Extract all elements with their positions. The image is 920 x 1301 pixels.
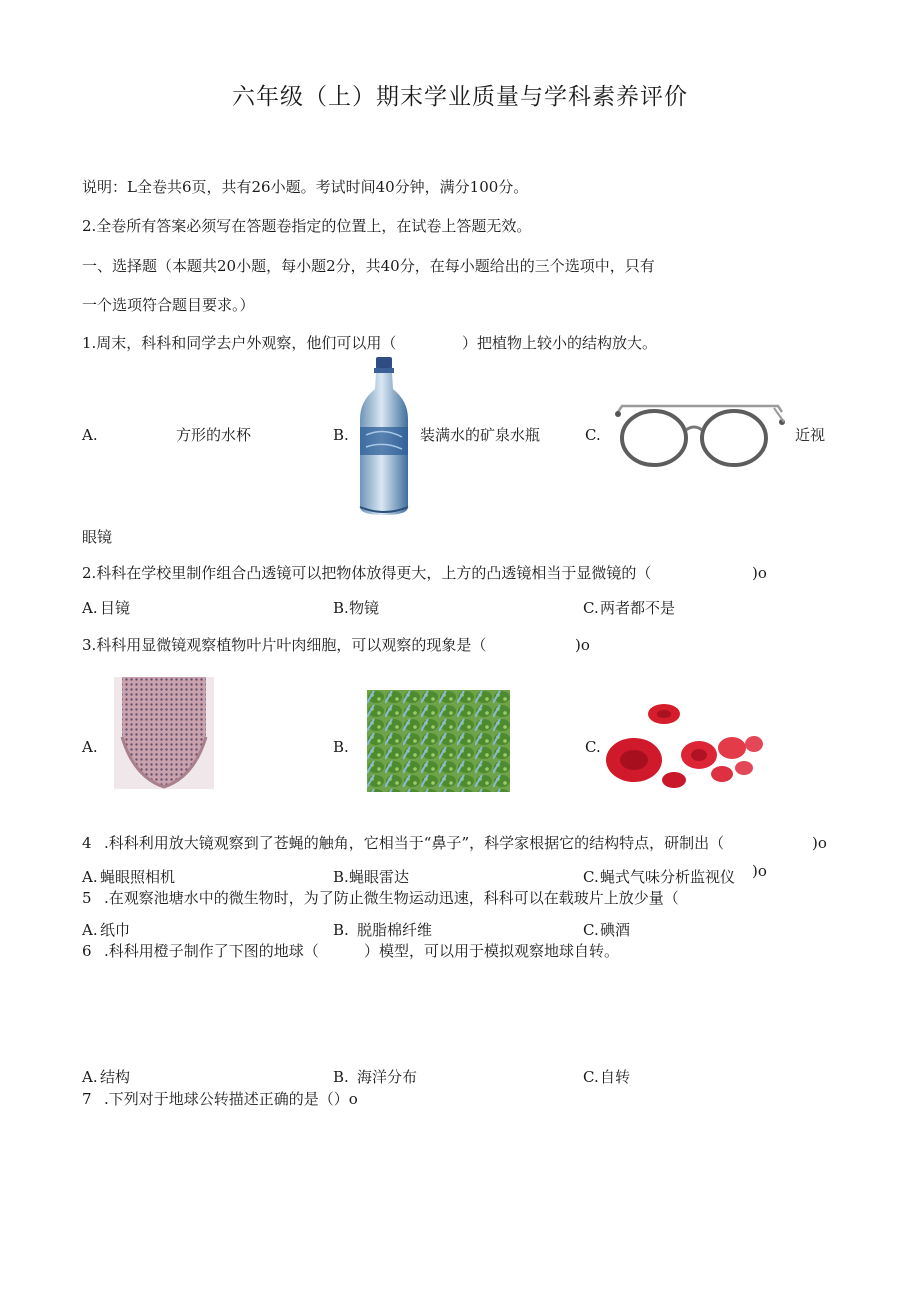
q5-number: 5 [82, 889, 92, 907]
page-title: 六年级（上）期末学业质量与学科素养评价 [232, 84, 688, 110]
q1-option-c-letter[interactable]: C. [585, 426, 601, 444]
q2-option-a-letter[interactable]: A. [82, 599, 98, 617]
q2-option-c-text: 两者都不是 [600, 599, 676, 617]
q2-option-b-text: 物镜 [349, 599, 380, 617]
section-heading-cont: 一个选项符合题目要求。） [82, 296, 255, 314]
section-heading: 一、选择题（本题共20小题，每小题2分，共40分，在每小题给出的三个选项中，只有 [82, 257, 655, 275]
q1-option-c-text: 近视 [795, 426, 826, 444]
q2-option-a-text: 目镜 [100, 599, 131, 617]
q1-option-b-letter[interactable]: B. [333, 426, 349, 444]
q1-option-a-letter[interactable]: A. [82, 426, 98, 444]
q1-option-b-text: 装满水的矿泉水瓶 [420, 426, 541, 444]
leaf-cells-image [367, 690, 510, 792]
q3-stem: 3.科科用显微镜观察植物叶片叶肉细胞，可以观察的现象是（ [82, 636, 487, 654]
q4-stem-end: )o [812, 834, 827, 852]
q4-option-b-letter[interactable]: B. [333, 868, 349, 886]
q5-stem: .在观察池塘水中的微生物时，为了防止微生物运动迅速，科科可以在载玻片上放少量（ [104, 889, 679, 907]
q4-option-a-letter[interactable]: A. [82, 868, 98, 886]
q4-option-c-letter[interactable]: C. [583, 868, 599, 886]
q3-option-a-letter[interactable]: A. [82, 738, 98, 756]
glasses-image [612, 400, 788, 472]
q5-option-c-letter[interactable]: C. [583, 921, 599, 939]
q5-option-b-text: 脱脂棉纤维 [357, 921, 433, 939]
q6-number: 6 [82, 942, 92, 960]
q6-option-c-text: 自转 [600, 1068, 631, 1086]
q2-stem-end: )o [752, 564, 767, 582]
q3-option-c-letter[interactable]: C. [585, 738, 601, 756]
q7-number: 7 [82, 1090, 92, 1108]
water-bottle-image [356, 357, 412, 517]
q3-option-b-letter[interactable]: B. [333, 738, 349, 756]
q6-option-a-text: 结构 [100, 1068, 131, 1086]
root-tip-image [114, 677, 214, 789]
q1-stem-end: ）把植物上较小的结构放大。 [462, 334, 658, 352]
q6-option-a-letter[interactable]: A. [82, 1068, 98, 1086]
q7-stem: .下列对于地球公转描述正确的是（）o [104, 1090, 358, 1108]
q1-stem: 1.周末，科科和同学去户外观察，他们可以用（ [82, 334, 397, 352]
q5-option-a-text: 纸巾 [100, 921, 131, 939]
q6-stem-end: ）模型，可以用于模拟观察地球自转。 [364, 942, 620, 960]
q3-stem-end: )o [575, 636, 590, 654]
intro-line-2: 2.全卷所有答案必须写在答题卷指定的位置上，在试卷上答题无效。 [82, 217, 532, 235]
q2-stem: 2.科科在学校里制作组合凸透镜可以把物体放得更大，上方的凸透镜相当于显微镜的（ [82, 564, 652, 582]
q1-option-c-text-wrap: 眼镜 [82, 528, 113, 546]
q4-number: 4 [82, 834, 92, 852]
q6-option-b-text: 海洋分布 [357, 1068, 418, 1086]
q5-option-a-letter[interactable]: A. [82, 921, 98, 939]
q4-stem: .科科利用放大镜观察到了苍蝇的触角，它相当于“鼻子”，科学家根据它的结构特点，研制出（ [104, 834, 725, 852]
intro-line-1: 说明：L全卷共6页，共有26小题。考试时间40分钟，满分100分。 [82, 178, 529, 196]
q4-option-b-text: 蝇眼雷达 [349, 868, 410, 886]
q2-option-b-letter[interactable]: B. [333, 599, 349, 617]
q4-option-c-text: 蝇式气味分析监视仪 [600, 868, 736, 886]
red-blood-cells-image [604, 700, 764, 800]
q2-option-c-letter[interactable]: C. [583, 599, 599, 617]
q5-option-c-text: 碘酒 [600, 921, 631, 939]
q6-option-b-letter[interactable]: B. [333, 1068, 349, 1086]
q4-option-a-text: 蝇眼照相机 [100, 868, 176, 886]
q6-option-c-letter[interactable]: C. [583, 1068, 599, 1086]
q6-stem: .科科用橙子制作了下图的地球（ [104, 942, 319, 960]
q5-option-b-letter[interactable]: B. [333, 921, 349, 939]
q4-tail-paren: )o [752, 862, 767, 880]
q1-option-a-text: 方形的水杯 [176, 426, 252, 444]
